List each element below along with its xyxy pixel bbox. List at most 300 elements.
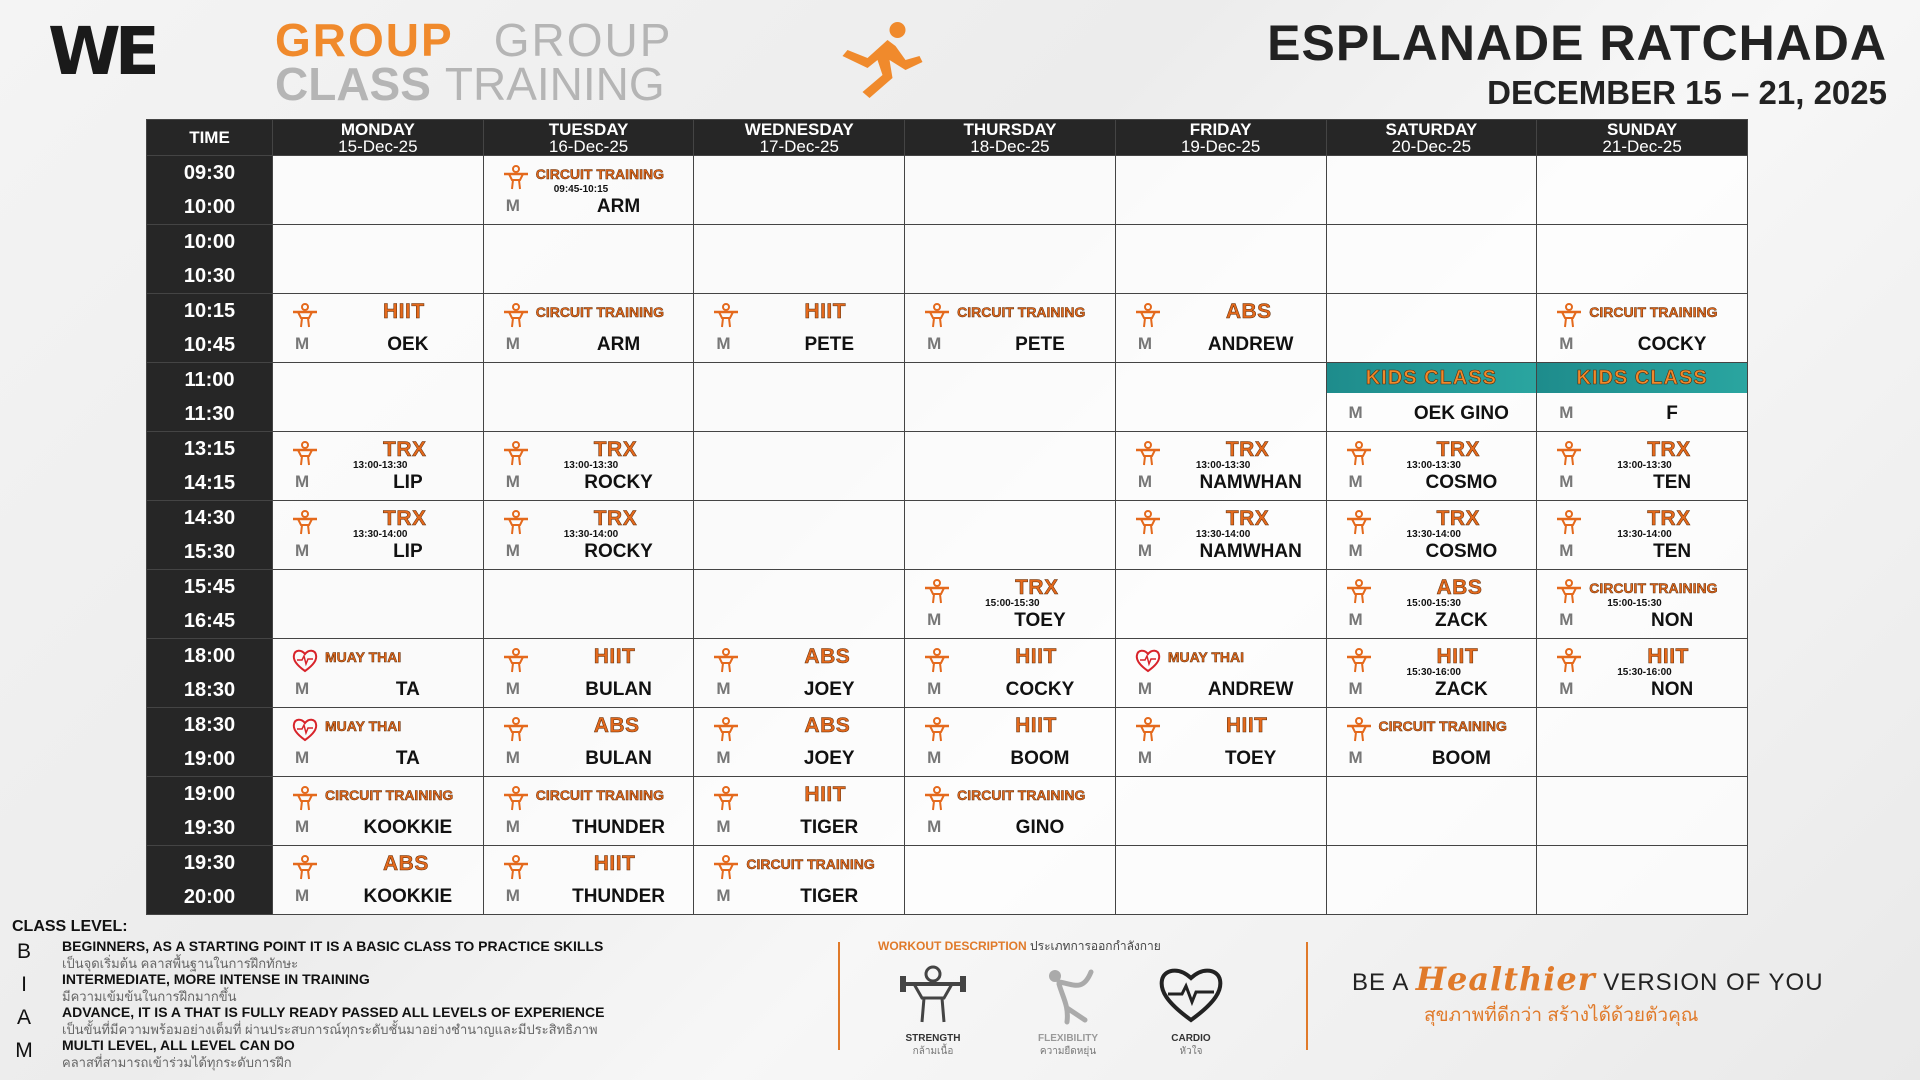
coach-name: COCKY: [1637, 334, 1707, 355]
class-cell: [1537, 570, 1748, 639]
empty-cell: [1537, 156, 1748, 225]
coach-name: BOOM: [1431, 748, 1491, 769]
class-entry[interactable]: [1537, 363, 1747, 431]
class-cell: [1537, 294, 1748, 363]
class-entry[interactable]: [905, 570, 1115, 638]
strength-icon: [502, 716, 530, 742]
day-name: SUNDAY: [1606, 119, 1678, 139]
class-entry[interactable]: [1327, 570, 1537, 638]
class-entry[interactable]: [1537, 501, 1747, 569]
workout-flexibility: [1013, 962, 1123, 1059]
class-level: M: [1348, 472, 1363, 491]
coach-name: TOEY: [1014, 610, 1066, 631]
coach-name: JOEY: [803, 679, 855, 700]
class-level: M: [1348, 748, 1363, 767]
day-header-thursday: [905, 120, 1116, 156]
day-date: 18-Dec-25: [970, 136, 1050, 156]
class-entry[interactable]: [484, 708, 694, 776]
empty-cell: [273, 156, 484, 225]
strength-icon: [923, 578, 951, 604]
class-level: M: [505, 679, 520, 698]
flexibility-label-thai: ความยืดหยุ่น: [1039, 1046, 1097, 1057]
class-name: HIIT: [1436, 645, 1479, 668]
class-name: CIRCUIT TRAINING: [325, 787, 454, 803]
time-start: 19:00: [183, 783, 236, 805]
coach-name: NAMWHAN: [1199, 541, 1302, 562]
header-row: [147, 120, 1748, 156]
class-name: MUAY THAI: [325, 718, 402, 734]
coach-name: PETE: [804, 334, 855, 355]
empty-cell: [1115, 225, 1326, 294]
empty-cell: [694, 432, 905, 501]
class-time: 13:00-13:30: [1406, 460, 1461, 471]
class-cell: [905, 708, 1116, 777]
time-end: 16:45: [183, 610, 236, 632]
time-start: 10:00: [183, 231, 236, 253]
class-entry[interactable]: [273, 501, 483, 569]
class-level: M: [1137, 334, 1152, 353]
class-entry[interactable]: [484, 432, 694, 500]
time-end: 19:00: [183, 748, 236, 770]
class-name: MUAY THAI: [1167, 649, 1245, 665]
slogan-thai: สุขภาพที่ดีกว่า สร้างได้ด้วยตัวคุณ: [1424, 1005, 1699, 1026]
time-slot: [147, 777, 273, 846]
strength-icon: [502, 509, 530, 535]
class-entry[interactable]: [1327, 501, 1537, 569]
date-range: DECEMBER 15 – 21, 2025: [1487, 74, 1887, 111]
strength-icon: [1345, 578, 1373, 604]
class-cell: [905, 294, 1116, 363]
slogan: [1352, 960, 1892, 1030]
class-cell: [1115, 294, 1326, 363]
day-name: TUESDAY: [548, 119, 629, 139]
coach-name: OEK GINO: [1413, 403, 1509, 424]
empty-cell: [1326, 294, 1537, 363]
empty-cell: [1115, 363, 1326, 432]
empty-cell: [1115, 156, 1326, 225]
coach-name: ROCKY: [584, 541, 653, 562]
class-entry[interactable]: [905, 708, 1115, 776]
coach-name: NAMWHAN: [1199, 472, 1302, 493]
workout-title-thai: ประเภทการออกกำลังกาย: [1030, 939, 1161, 953]
empty-cell: [273, 363, 484, 432]
strength-icon: [1555, 302, 1583, 328]
class-level: M: [505, 748, 520, 767]
class-level: M: [505, 472, 520, 491]
class-level: M: [1137, 541, 1152, 560]
strength-icon: [898, 962, 968, 1026]
table-row: [147, 294, 1748, 363]
empty-cell: [694, 363, 905, 432]
strength-icon: [1134, 302, 1162, 328]
class-time: 15:30-16:00: [1406, 667, 1461, 678]
class-name: CIRCUIT TRAINING: [535, 166, 665, 182]
day-date: 19-Dec-25: [1180, 136, 1261, 156]
class-entry[interactable]: [1537, 639, 1747, 707]
coach-name: TA: [395, 679, 420, 700]
class-time: 15:00-15:30: [1607, 598, 1662, 609]
time-start: 19:30: [183, 852, 236, 874]
class-entry[interactable]: [484, 501, 694, 569]
class-cell: [483, 708, 694, 777]
coach-name: TIGER: [800, 886, 859, 907]
empty-cell: [1115, 777, 1326, 846]
class-cell: [273, 639, 484, 708]
empty-cell: [694, 156, 905, 225]
time-start: 13:15: [183, 438, 236, 460]
class-name: CIRCUIT TRAINING: [1378, 718, 1507, 734]
day-name: THURSDAY: [963, 119, 1057, 139]
class-time: 15:00-15:30: [1406, 598, 1461, 609]
day-name: WEDNESDAY: [744, 119, 854, 139]
class-name: CIRCUIT TRAINING: [535, 304, 665, 320]
class-level: M: [716, 817, 731, 836]
table-row: [147, 639, 1748, 708]
class-entry[interactable]: [1327, 708, 1537, 776]
class-entry[interactable]: [484, 156, 694, 224]
strength-icon: [502, 854, 530, 880]
class-level: M: [295, 472, 310, 491]
class-entry[interactable]: [1116, 639, 1326, 707]
class-entry[interactable]: [694, 708, 904, 776]
table-row: [147, 777, 1748, 846]
day-header-wednesday: [694, 120, 905, 156]
class-cell: [273, 432, 484, 501]
strength-icon: [291, 854, 319, 880]
strength-label: STRENGTH: [905, 1033, 961, 1044]
strength-icon: [712, 716, 740, 742]
class-time: 13:00-13:30: [1195, 460, 1251, 471]
day-header-friday: [1115, 120, 1326, 156]
empty-cell: [694, 501, 905, 570]
class-level: M: [927, 334, 942, 353]
class-cell: [1537, 432, 1748, 501]
class-entry[interactable]: [905, 639, 1115, 707]
class-entry[interactable]: [1537, 294, 1747, 362]
class-entry[interactable]: [484, 846, 694, 914]
day-name: MONDAY: [340, 119, 415, 139]
class-name: HIIT: [1647, 645, 1689, 668]
time-slot: [147, 846, 273, 915]
class-cell: [694, 777, 905, 846]
strength-icon: [1345, 647, 1373, 673]
class-name: ABS: [804, 714, 851, 737]
class-level: M: [505, 541, 520, 560]
workout-title-en: WORKOUT DESCRIPTION: [878, 939, 1027, 953]
class-entry[interactable]: [484, 639, 694, 707]
strength-icon: [1134, 440, 1162, 466]
cardio-icon: [291, 716, 319, 742]
class-level-legend: [12, 918, 812, 1068]
class-name: CIRCUIT TRAINING: [535, 787, 665, 803]
strength-icon: [502, 440, 530, 466]
time-end: 14:15: [183, 472, 236, 494]
empty-cell: [483, 225, 694, 294]
level-a: [12, 1002, 812, 1035]
class-level: M: [716, 748, 731, 767]
class-name: TRX: [1436, 438, 1481, 461]
day-date: 17-Dec-25: [759, 136, 839, 156]
class-entry[interactable]: [1116, 708, 1326, 776]
class-name: ABS: [1436, 576, 1483, 599]
class-entry[interactable]: [1116, 294, 1326, 362]
coach-name: TEN: [1653, 472, 1692, 493]
day-name: SATURDAY: [1385, 119, 1478, 139]
time-end: 10:00: [183, 196, 236, 218]
table-row: [147, 432, 1748, 501]
divider: [1306, 942, 1308, 1050]
class-name: ABS: [383, 852, 429, 875]
strength-icon: [1134, 716, 1162, 742]
class-level: M: [1559, 610, 1574, 629]
time-header: TIME: [147, 120, 273, 156]
time-start: 10:15: [183, 300, 236, 322]
class-level: M: [295, 679, 310, 698]
level-code: B: [16, 940, 31, 963]
class-level: M: [1559, 334, 1574, 353]
cardio-icon: [1134, 647, 1162, 673]
class-cell: [273, 708, 484, 777]
coach-name: THUNDER: [572, 886, 665, 907]
class-cell: [1326, 639, 1537, 708]
empty-cell: [273, 570, 484, 639]
table-row: [147, 225, 1748, 294]
time-slot: [147, 570, 273, 639]
class-level: M: [1559, 472, 1574, 491]
time-end: 19:30: [183, 817, 236, 839]
coach-name: LIP: [393, 472, 423, 493]
class-cell: [1326, 432, 1537, 501]
class-time: 13:00-13:30: [353, 460, 408, 471]
class-name: HIIT: [1015, 645, 1057, 668]
level-b: [12, 936, 812, 969]
class-entry[interactable]: [273, 294, 483, 362]
class-name: TRX: [593, 438, 638, 461]
class-name: TRX: [1225, 438, 1270, 461]
class-name: CIRCUIT TRAINING: [1589, 304, 1718, 320]
brand-group-orange: GROUP: [275, 14, 454, 66]
class-entry[interactable]: [694, 846, 904, 914]
strength-icon: [291, 509, 319, 535]
coach-name: COSMO: [1425, 541, 1498, 562]
class-cell: [483, 846, 694, 915]
class-time: 13:30-14:00: [563, 529, 619, 540]
empty-cell: [905, 846, 1116, 915]
strength-icon: [923, 302, 951, 328]
class-entry[interactable]: [1537, 432, 1747, 500]
class-cell: [905, 570, 1116, 639]
strength-icon: [923, 647, 951, 673]
class-level: M: [1559, 541, 1574, 560]
strength-icon: [1345, 440, 1373, 466]
strength-icon: [1555, 440, 1583, 466]
class-name: ABS: [1225, 300, 1272, 323]
time-slot: [147, 708, 273, 777]
empty-cell: [1326, 777, 1537, 846]
class-level: M: [1137, 679, 1152, 698]
class-level: M: [1137, 472, 1152, 491]
class-cell: [273, 294, 484, 363]
class-entry[interactable]: [694, 777, 904, 845]
coach-name: GINO: [1015, 817, 1065, 838]
time-end: 18:30: [183, 679, 236, 701]
coach-name: KOOKKIE: [363, 886, 453, 907]
level-description-thai: เป็นขั้นที่มีความพร้อมอย่างเต็มที่ ผ่านประสบการณ์ทุกระดับชั้นมาอย่างชำนาญและมีประสิทธิภาพ: [62, 1022, 598, 1037]
class-name: TRX: [1647, 507, 1691, 530]
table-row: [147, 156, 1748, 225]
class-cell: [483, 156, 694, 225]
cardio-label: CARDIO: [1171, 1033, 1211, 1044]
class-cell: [1115, 501, 1326, 570]
class-entry[interactable]: [1327, 639, 1537, 707]
empty-cell: [1537, 225, 1748, 294]
coach-name: BULAN: [585, 679, 652, 700]
class-entry[interactable]: [273, 846, 483, 914]
time-slot: [147, 639, 273, 708]
class-entry[interactable]: [273, 432, 483, 500]
coach-name: THUNDER: [572, 817, 665, 838]
class-cell: [1326, 708, 1537, 777]
day-header-monday: [273, 120, 484, 156]
class-level: M: [1559, 679, 1574, 698]
coach-name: LIP: [393, 541, 423, 562]
empty-cell: [483, 363, 694, 432]
empty-cell: [1537, 777, 1748, 846]
class-name: CIRCUIT TRAINING: [746, 856, 875, 872]
table-row: [147, 501, 1748, 570]
class-entry[interactable]: [484, 777, 694, 845]
class-level: M: [927, 817, 942, 836]
class-entry[interactable]: [1327, 432, 1537, 500]
class-entry[interactable]: [484, 294, 694, 362]
strength-icon: [1555, 578, 1583, 604]
class-cell: [1115, 639, 1326, 708]
class-time: 13:00-13:30: [563, 460, 619, 471]
time-start: 18:30: [183, 714, 236, 736]
class-name: TRX: [1225, 507, 1270, 530]
class-level: M: [295, 817, 310, 836]
time-end: 20:00: [183, 886, 236, 908]
class-cell: [905, 639, 1116, 708]
class-cell: [905, 777, 1116, 846]
class-entry[interactable]: [1116, 432, 1326, 500]
class-name: HIIT: [804, 300, 847, 323]
class-name: TRX: [1015, 576, 1059, 599]
class-cell: [694, 846, 905, 915]
class-cell: [1537, 363, 1748, 432]
class-level: M: [927, 610, 942, 629]
coach-name: COSMO: [1425, 472, 1498, 493]
workout-strength: [878, 962, 988, 1059]
location-name: ESPLANADE RATCHADA: [1267, 15, 1887, 71]
class-name: TRX: [1436, 507, 1481, 530]
empty-cell: [694, 570, 905, 639]
table-row: [147, 363, 1748, 432]
time-start: 11:00: [184, 369, 235, 391]
class-cell: [1326, 363, 1537, 432]
class-cell: [694, 639, 905, 708]
class-level: M: [295, 886, 310, 905]
class-name: TRX: [383, 438, 427, 461]
class-entry[interactable]: [1327, 363, 1537, 431]
empty-cell: [1115, 570, 1326, 639]
flexibility-icon: [1033, 962, 1103, 1026]
time-end: 10:45: [183, 334, 236, 356]
class-cell: [483, 294, 694, 363]
time-end: 15:30: [183, 541, 236, 563]
level-code: I: [21, 973, 27, 996]
table-row: [147, 846, 1748, 915]
time-slot: [147, 501, 273, 570]
workout-description-title: [878, 937, 1278, 956]
table-row: [147, 708, 1748, 777]
class-level: M: [505, 886, 520, 905]
class-entry[interactable]: [273, 708, 483, 776]
cardio-icon: [1156, 962, 1226, 1026]
class-time: 13:00-13:30: [1617, 460, 1672, 471]
strength-icon: [1345, 716, 1373, 742]
class-name: HIIT: [593, 852, 636, 875]
coach-name: ZACK: [1434, 679, 1488, 700]
level-description: BEGINNERS, AS A STARTING POINT IT IS A BASIC CLASS TO PRACTICE SKILLS: [62, 938, 604, 954]
strength-icon: [1345, 509, 1373, 535]
empty-cell: [1537, 846, 1748, 915]
class-entry[interactable]: [1116, 501, 1326, 569]
coach-name: ARM: [596, 196, 641, 217]
class-entry[interactable]: [905, 294, 1115, 362]
workout-description: [878, 937, 1278, 1062]
class-time: 15:00-15:30: [985, 598, 1040, 609]
class-entry[interactable]: [694, 294, 904, 362]
class-level: M: [1348, 610, 1363, 629]
time-slot: [147, 432, 273, 501]
coach-name: ROCKY: [584, 472, 653, 493]
time-slot: [147, 225, 273, 294]
class-time: 13:30-14:00: [1617, 529, 1672, 540]
brand-group-grey: GROUP: [493, 14, 673, 66]
class-level: M: [295, 334, 310, 353]
class-cell: [1537, 639, 1748, 708]
coach-name: ARM: [596, 334, 641, 355]
empty-cell: [905, 363, 1116, 432]
strength-icon: [712, 854, 740, 880]
level-m: [12, 1035, 812, 1068]
day-name: FRIDAY: [1189, 119, 1252, 139]
empty-cell: [483, 570, 694, 639]
location-block: [1267, 14, 1887, 112]
class-name: TRX: [593, 507, 638, 530]
class-name: TRX: [383, 507, 427, 530]
coach-name: TA: [395, 748, 420, 769]
class-entry[interactable]: [273, 639, 483, 707]
level-description: MULTI LEVEL, ALL LEVEL CAN DO: [62, 1037, 295, 1053]
class-entry[interactable]: [273, 777, 483, 845]
slogan-post: VERSION OF YOU: [1603, 969, 1824, 996]
class-entry[interactable]: [905, 777, 1115, 845]
class-entry[interactable]: [694, 639, 904, 707]
strength-icon: [712, 302, 740, 328]
empty-cell: [694, 225, 905, 294]
time-start: 14:30: [183, 507, 236, 529]
class-level: M: [1559, 403, 1574, 422]
strength-icon: [923, 785, 951, 811]
class-level: M: [716, 334, 731, 353]
class-name: ABS: [804, 645, 851, 668]
class-level: M: [927, 679, 942, 698]
class-level: M: [505, 334, 520, 353]
class-entry[interactable]: [1537, 570, 1747, 638]
time-end: 10:30: [183, 265, 236, 287]
